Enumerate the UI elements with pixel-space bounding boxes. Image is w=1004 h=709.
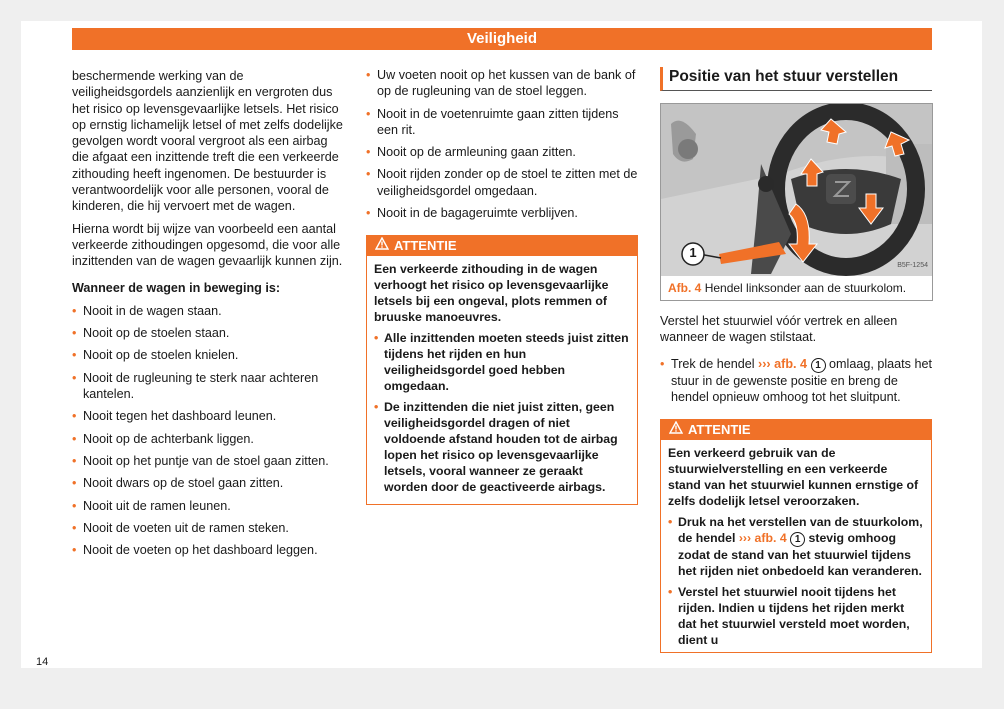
list-item: • Nooit de voeten uit de ramen steken.: [72, 520, 344, 536]
figure-caption: [668, 280, 906, 296]
warning-list-item: • De inzittenden die niet juist zitten, geen veiligheidsgordel dragen of niet voldoende afstand houden tot de airbag lopen het risico op levensgevaarlijke letsels, vooral wanneer ze geraakt worden door de geactiveerde airbags.: [374, 399, 629, 495]
list-item: • Nooit in de voetenruimte gaan zitten tijdens een rit.: [366, 106, 638, 139]
paragraph-intro: beschermende werking van de veiligheidsgordels aanzienlijk en vergroten dus het risico op levensgevaarlijke letsels. Het risico op ernstig lichamelijk letsel of met zelfs dodelijke gevolgen wordt vooral vergroot als een airbag die afgaat een inzittende treft die een verkeerde zithouding heeft ingenomen. De bestuurder is verantwoordelijk voor alle personen, vooral de kinderen, die hij vervoert met de wagen.: [72, 69, 343, 214]
figure-callout-number: 1: [689, 245, 697, 260]
warning-list-item: • Alle inzittenden moeten steeds juist zitten tijdens het rijden en hun veiligheidsgordel goed hebben omgedaan.: [374, 330, 629, 394]
list-item: • Nooit de rugleuning te sterk naar achteren kantelen.: [72, 370, 344, 403]
list-item: • Nooit op de achterbank liggen.: [72, 431, 344, 447]
warning-intro: Een verkeerde zithouding in de wagen verhoogt het risico op levensgevaarlijke letsels bij een ongeval, plots remmen of bruuske manoeuvres.: [374, 262, 609, 325]
list-item: • Uw voeten nooit op het kussen van de bank of op de rugleuning van de stoel leggen.: [366, 67, 638, 100]
column-left: [72, 68, 344, 564]
list-item: • Nooit de voeten op het dashboard leggen.: [72, 542, 344, 558]
paragraph-adjust: Verstel het stuurwiel vóór vertrek en alleen wanneer de wagen stilstaat.: [660, 314, 898, 345]
column-right: [660, 67, 932, 653]
page-number: 14: [36, 656, 49, 668]
list-item: • Nooit op het puntje van de stoel gaan zitten.: [72, 453, 344, 469]
instruction-step: [660, 356, 932, 406]
list-item: • Nooit in de wagen staan.: [72, 303, 344, 319]
list-item: • Nooit op de stoelen staan.: [72, 325, 344, 341]
list-item: • Nooit rijden zonder op de stoel te zitten met de veiligheidsgordel omgedaan.: [366, 166, 638, 199]
list-item: • Nooit op de armleuning gaan zitten.: [366, 144, 638, 160]
figure-caption-text: Hendel linksonder aan de stuurkolom.: [704, 281, 907, 295]
warning-list-item: [668, 514, 923, 579]
figure-steering-column: [660, 103, 933, 301]
step-text-continued: omlaag, plaats het stuur in de gewenste positie en breng de hendel opnieuw omhoog tot het sluitpunt.: [671, 356, 932, 404]
figure-reference-link[interactable]: afb. 4: [754, 531, 787, 546]
figure-code: B5F-1254: [897, 261, 928, 269]
warning-box-seating: [366, 235, 638, 505]
warning-text-continued: stevig omhoog zodat de stand van het stuurwiel tijdens het rijden niet onbedoeld kan veranderen.: [678, 531, 922, 579]
column-middle: [366, 67, 638, 505]
section-title: Positie van het stuur verstellen: [660, 67, 932, 91]
warning-title: ATTENTIE: [688, 422, 751, 438]
reference-arrows: ›››: [738, 531, 752, 546]
subheading-moving: Wanneer de wagen in beweging is:: [72, 280, 281, 295]
chapter-header: Veiligheid: [72, 28, 932, 50]
warning-intro: Een verkeerd gebruik van de stuurwielverstelling en een verkeerde stand van het stuurwiel kunnen ernstige of zelfs dodelijk letsel veroorzaken.: [668, 446, 919, 509]
warning-header: [661, 420, 931, 440]
reference-arrows: ›››: [758, 356, 771, 371]
warning-list-item: • Verstel het stuurwiel nooit tijdens het rijden. Indien u tijdens het rijden merkt dat het stuurwiel versteld moet worden, dient u: [668, 584, 923, 648]
warning-body: [367, 256, 637, 504]
list-item: • Nooit tegen het dashboard leunen.: [72, 408, 344, 424]
warning-title: ATTENTIE: [394, 238, 457, 254]
steering-wheel-illustration: [661, 104, 932, 276]
step-text: Trek de hendel: [671, 356, 755, 371]
list-item: • Nooit uit de ramen leunen.: [72, 498, 344, 514]
warning-body: [661, 440, 931, 652]
list-item: • Nooit in de bagageruimte verblijven.: [366, 205, 638, 221]
warning-triangle-icon: [669, 420, 684, 440]
callout-number-badge: 1: [790, 532, 805, 547]
callout-number-badge: 1: [811, 358, 826, 373]
list-item: • Nooit dwars op de stoel gaan zitten.: [72, 475, 344, 491]
warning-text: Druk na het verstellen van de stuurkolom, de hendel: [678, 515, 923, 546]
warning-triangle-icon: [375, 236, 390, 256]
list-item: • Nooit op de stoelen knielen.: [72, 347, 344, 363]
paragraph-examples: Hierna wordt bij wijze van voorbeeld een aantal verkeerde zithoudingen opgesomd, die voor alle inzittenden van de wagen gevaarlijk kunnen zijn.: [72, 221, 343, 269]
figure-label: Afb. 4: [668, 281, 702, 295]
warning-box-steering: [660, 419, 932, 653]
warning-header: [367, 236, 637, 256]
figure-reference-link[interactable]: afb. 4: [774, 356, 808, 371]
